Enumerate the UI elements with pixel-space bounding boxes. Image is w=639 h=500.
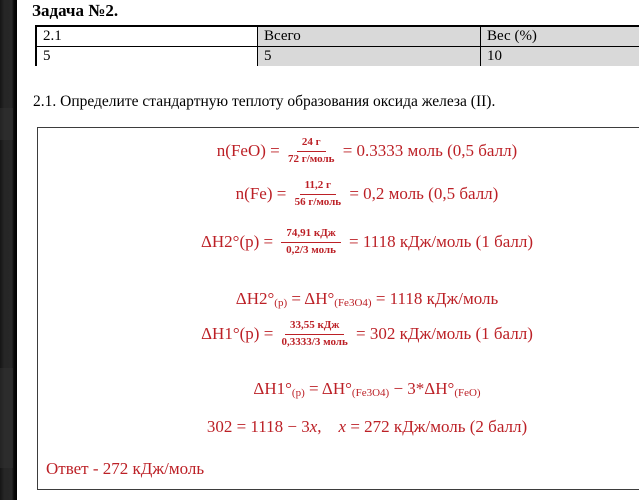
table-row <box>36 47 639 67</box>
fraction-numerator: 74,91 кДж <box>281 227 340 242</box>
fraction-numerator: 33,55 кДж <box>285 319 344 334</box>
window-edge-highlight <box>0 108 13 140</box>
table-cell: Всего <box>258 26 481 47</box>
formula-line <box>38 224 639 260</box>
fraction-numerator: 11,2 г <box>300 179 336 194</box>
formula-line <box>38 316 639 352</box>
page-title: Задача №2. <box>32 1 119 20</box>
window-edge <box>0 0 17 500</box>
formula-line <box>38 451 639 487</box>
formula-text: Ответ - 272 кДж/моль <box>46 459 205 478</box>
subscript: (Fe3O4) <box>334 297 372 309</box>
fraction-denominator: 0,2/3 моль <box>286 243 336 256</box>
table-cell: 5 <box>36 47 258 67</box>
score-table-wrapper <box>35 25 639 66</box>
formula-text: , <box>317 417 339 436</box>
formula-variable: x <box>338 417 347 436</box>
formula-text: ΔH2° <box>235 289 275 308</box>
fraction <box>288 136 335 165</box>
formula-text: ΔH2°(р) = <box>200 232 278 251</box>
formula-text: − 3*ΔH° <box>389 379 455 398</box>
formula-text: ΔH1° <box>253 379 292 398</box>
table-row <box>36 26 639 47</box>
fraction-denominator: 56 г/моль <box>294 195 342 208</box>
formula-text: = 1118 кДж/моль <box>371 289 499 308</box>
score-table <box>35 25 639 66</box>
fraction-denominator: 72 г/моль <box>287 152 335 165</box>
formula-line <box>38 133 639 169</box>
formula-text: n(Fe) = <box>235 184 291 203</box>
table-cell: 5 <box>258 47 481 67</box>
formula-text: n(FeO) = <box>216 141 284 160</box>
formula-text: = 272 кДж/моль (2 балл) <box>346 417 528 436</box>
fraction <box>295 179 342 208</box>
formula-text: = ΔH° <box>287 289 335 308</box>
task-description: 2.1. Определите стандартную теплоту образования оксида железа (II). <box>33 93 496 110</box>
formula-text: = 0.3333 моль (0,5 балл) <box>338 141 518 160</box>
formula-line <box>38 371 639 407</box>
fraction <box>281 227 340 256</box>
subscript: (FeO) <box>454 387 481 399</box>
subscript: (р) <box>274 297 288 309</box>
fraction-numerator: 24 г <box>297 136 326 151</box>
window-edge-highlight <box>0 368 13 468</box>
formula-text: = 1118 кДж/моль (1 балл) <box>344 232 534 251</box>
fraction <box>282 319 348 348</box>
formula-text: ΔH1°(р) = <box>201 324 278 343</box>
table-cell: 10 <box>481 47 639 67</box>
formula-line <box>38 409 639 445</box>
fraction-denominator: 0,3333/3 моль <box>281 335 348 348</box>
formula-text: = 0,2 моль (0,5 балл) <box>345 184 499 203</box>
formula-line <box>38 281 639 317</box>
formula-line <box>38 176 639 212</box>
subscript: (Fe3O4) <box>351 387 390 399</box>
solution-box <box>37 127 639 490</box>
subscript: (р) <box>291 387 305 399</box>
formula-text: = 302 кДж/моль (1 балл) <box>351 324 533 343</box>
formula-text: 302 = 1118 − 3 <box>206 417 310 436</box>
table-cell: 2.1 <box>36 26 258 47</box>
table-cell: Вес (%) <box>481 26 639 47</box>
formula-variable: x <box>309 417 318 436</box>
formula-text: = ΔH° <box>304 379 352 398</box>
